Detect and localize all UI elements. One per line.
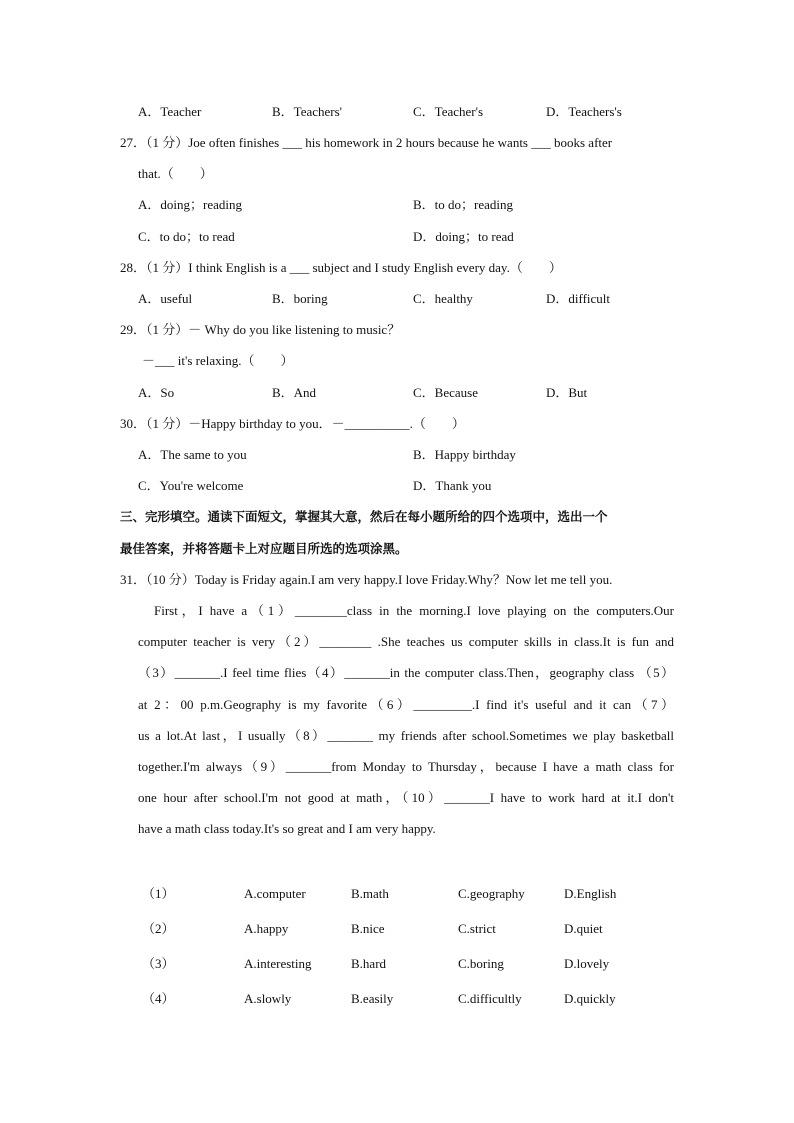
choice-option-b: B.nice bbox=[351, 921, 385, 936]
q28-stem: 28．（1 分）I think English is a ___ subject and I study English every day.（ ） bbox=[120, 260, 562, 275]
passage-line: one hour after school.I'm not good at math，（10）_______I have to work hard at it.I don't bbox=[138, 790, 674, 805]
q30-option-d: D．Thank you bbox=[413, 478, 492, 493]
section-heading: 三、完形填空。通读下面短文，掌握其大意，然后在每小题所给的四个选项中，选出一个 bbox=[120, 509, 608, 524]
q29-option-c: C．Because bbox=[413, 385, 478, 400]
choice-option-a: A.slowly bbox=[244, 991, 292, 1006]
passage-line: have a math class today.It's so great and I am very happy. bbox=[138, 821, 436, 836]
q26-option-b: B．Teachers' bbox=[272, 104, 343, 119]
choice-option-c: C.strict bbox=[458, 921, 496, 936]
q30-stem: 30．（1 分）－Happy birthday to you．－__________.（ ） bbox=[120, 416, 465, 431]
q27-stem: 27．（1 分）Joe often finishes ___ his homework in 2 hours because he wants ___ books after bbox=[120, 135, 613, 150]
passage-line: at 2：00 p.m.Geography is my favorite（6）_________.I find it's useful and it can（7） bbox=[138, 697, 674, 712]
q28-option-c: C．healthy bbox=[413, 291, 473, 306]
q29-option-a: A．So bbox=[138, 385, 175, 400]
choice-option-c: C.boring bbox=[458, 956, 504, 971]
q29-option-d: D．But bbox=[546, 385, 588, 400]
q26-option-c: C．Teacher's bbox=[413, 104, 484, 119]
choice-option-a: A.computer bbox=[244, 886, 306, 901]
q29-stem: 29．（1 分）－ Why do you like listening to music？ bbox=[120, 322, 401, 337]
q29-option-b: B．And bbox=[272, 385, 317, 400]
q30-option-c: C．You're welcome bbox=[138, 478, 244, 493]
passage-line: First，I have a（1）________class in the morning.I love playing on the computers.Our bbox=[154, 603, 674, 618]
choice-option-b: B.easily bbox=[351, 991, 394, 1006]
passage-line: computer teacher is very（2）________ .She teaches us computer skills in class.It is fun and bbox=[138, 634, 674, 649]
q27-stem-cont: that.（ ） bbox=[138, 166, 213, 181]
q30-option-a: A．The same to you bbox=[138, 447, 247, 462]
q27-option-c: C．to do；to read bbox=[138, 229, 235, 244]
choice-number: （3） bbox=[142, 956, 175, 971]
q31-header: 31．（10 分）Today is Friday again.I am very happy.I love Friday.Why？Now let me tell you. bbox=[120, 572, 613, 587]
q30-option-b: B．Happy birthday bbox=[413, 447, 516, 462]
choice-option-b: B.hard bbox=[351, 956, 387, 971]
passage-line: （3）_______.I feel time flies（4）_______in the computer class.Then，geography class （5） bbox=[138, 665, 674, 680]
choice-option-b: B.math bbox=[351, 886, 389, 901]
choice-option-d: D.quiet bbox=[564, 921, 603, 936]
choice-option-d: D.English bbox=[564, 886, 617, 901]
q28-option-b: B．boring bbox=[272, 291, 328, 306]
passage-line: us a lot.At last，I usually（8）_______ my friends after school.Sometimes we play basketball bbox=[138, 728, 674, 743]
choice-option-d: D.quickly bbox=[564, 991, 616, 1006]
q27-option-b: B．to do；reading bbox=[413, 197, 514, 212]
choice-number: （1） bbox=[142, 886, 175, 901]
passage-line: together.I'm always（9）_______from Monday to Thursday，because I have a math class for bbox=[138, 759, 674, 774]
q26-option-d: D．Teachers's bbox=[546, 104, 622, 119]
q28-option-a: A．useful bbox=[138, 291, 193, 306]
choice-option-a: A.happy bbox=[244, 921, 289, 936]
q27-option-d: D．doing；to read bbox=[413, 229, 514, 244]
choice-number: （2） bbox=[142, 921, 175, 936]
choice-option-c: C.difficultly bbox=[458, 991, 522, 1006]
q29-stem-cont: －___ it's relaxing.（ ） bbox=[142, 353, 294, 368]
q26-option-a: A．Teacher bbox=[138, 104, 202, 119]
section-heading-cont: 最佳答案，并将答题卡上对应题目所选的选项涂黑。 bbox=[120, 541, 408, 556]
choice-option-d: D.lovely bbox=[564, 956, 610, 971]
choice-option-c: C.geography bbox=[458, 886, 525, 901]
q28-option-d: D．difficult bbox=[546, 291, 611, 306]
choice-option-a: A.interesting bbox=[244, 956, 312, 971]
q27-option-a: A．doing；reading bbox=[138, 197, 242, 212]
choice-number: （4） bbox=[142, 991, 175, 1006]
